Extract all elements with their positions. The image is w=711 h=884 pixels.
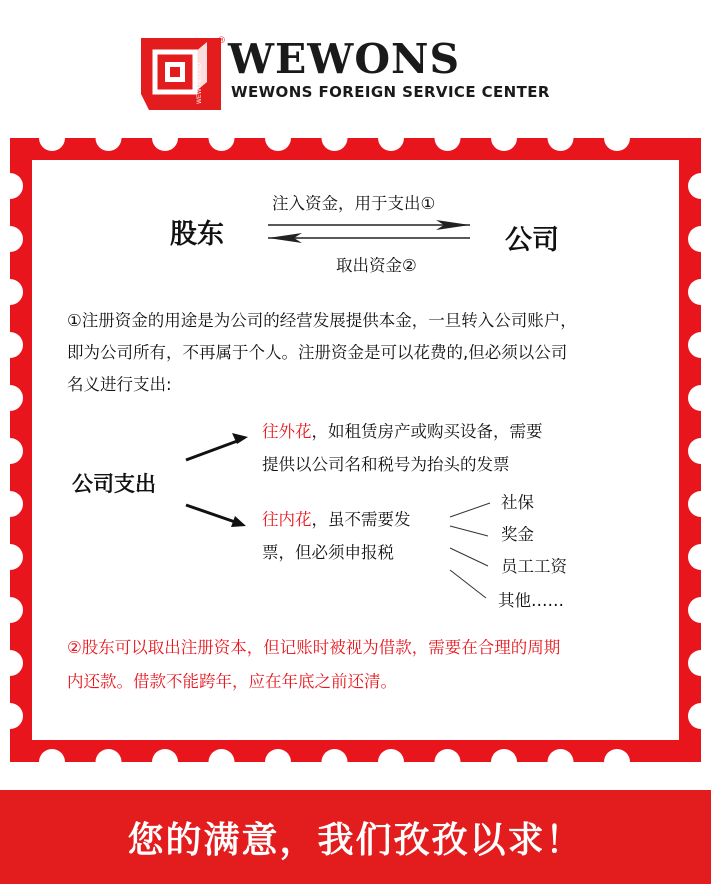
- note1-line-2: 即为公司所有，不再属于个人。注册资金是可以花费的,但必须以公司: [67, 343, 568, 362]
- withdraw-funds-label: 取出资金②: [336, 256, 417, 275]
- brand-subtitle: WEWONS FOREIGN SERVICE CENTER: [231, 83, 550, 101]
- expense-title: 公司支出: [72, 472, 156, 496]
- expense-internal-line-2: 票，但必须申报税: [262, 543, 394, 562]
- external-line1-rest: ，如租赁房产或购买设备，需要: [311, 422, 543, 441]
- note1-line-3: 名义进行支出:: [67, 375, 172, 394]
- note2-line-2: 内还款。借款不能跨年，应在年底之前还清。: [67, 672, 397, 691]
- expense-external-line-2: 提供以公司名和税号为抬头的发票: [262, 455, 510, 474]
- item-bonus: 奖金: [501, 525, 534, 544]
- inject-funds-label: 注入资金，用于支出①: [272, 194, 436, 213]
- internal-line1-rest: ，虽不需要发: [311, 510, 411, 529]
- item-salary: 员工工资: [501, 557, 567, 576]
- shareholder-label: 股东: [170, 219, 224, 250]
- slogan-bar: [0, 790, 711, 884]
- item-social-insurance: 社保: [501, 493, 534, 512]
- registered-mark: ®: [217, 36, 226, 46]
- expense-internal-line-1: [262, 505, 411, 535]
- logo-mark-text: WEWONSTRD: [196, 62, 203, 104]
- external-highlight: 往外花: [262, 422, 312, 441]
- note1-line-1: ①注册资金的用途是为公司的经营发展提供本金，一旦转入公司账户，: [67, 311, 577, 330]
- expense-external-line-1: [262, 417, 543, 447]
- item-other: 其他……: [498, 591, 564, 610]
- brand-name: WEWONS: [228, 35, 461, 83]
- slogan-text: 您的满意，我们孜孜以求！: [127, 819, 584, 861]
- internal-highlight: 往内花: [262, 510, 312, 529]
- note2-line-1: ②股东可以取出注册资本，但记账时被视为借款，需要在合理的周期: [67, 638, 561, 657]
- company-label: 公司: [505, 225, 559, 256]
